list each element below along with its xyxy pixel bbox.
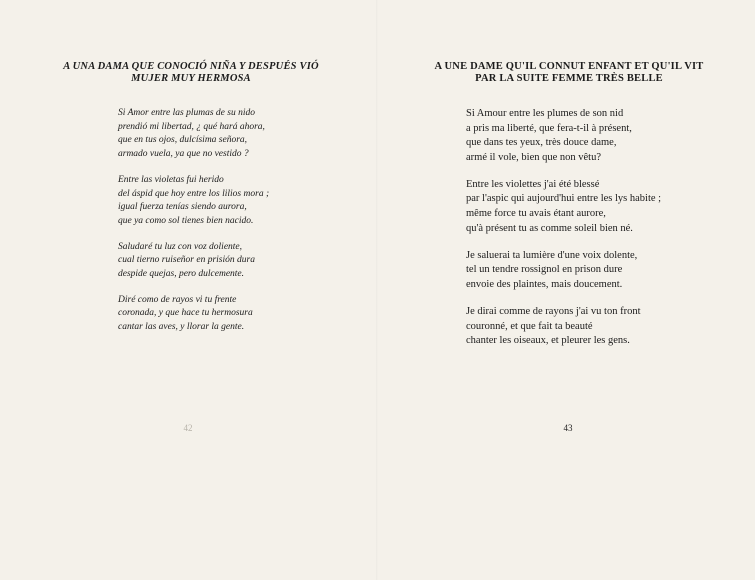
verse-line: Diré como de rayos vi tu frente bbox=[118, 294, 237, 305]
verse-line: que en tus ojos, dulcísima señora, bbox=[118, 135, 248, 146]
verse-line: despide quejas, pero dulcemente. bbox=[118, 269, 245, 280]
verse-line: Si Amor entre las plumas de su nido bbox=[118, 108, 255, 118]
verse-line: Je saluerai ta lumière d'une voix dolente, bbox=[466, 249, 638, 261]
stanza bbox=[466, 249, 726, 293]
right-poem bbox=[466, 107, 726, 361]
verse-line: armé il vole, bien que non vêtu? bbox=[466, 151, 601, 163]
verse-line: armado vuela, ya que no vestido ? bbox=[118, 149, 249, 160]
verse-line: par l'aspic qui aujourd'hui entre les lys habite ; bbox=[466, 193, 662, 205]
verse-line: Entre les violettes j'ai été blessé bbox=[466, 178, 600, 190]
verse-line: cual tierno ruiseñor en prisión dura bbox=[118, 255, 255, 266]
page-number-left: 42 bbox=[183, 423, 193, 433]
verse-line: prendió mi libertad, ¿ qué hará ahora, bbox=[118, 121, 265, 132]
verse-line: couronné, et que fait ta beauté bbox=[466, 320, 593, 332]
verse-line: envoie des plaintes, mais doucement. bbox=[466, 278, 623, 290]
verse-line: coronada, y que hace tu hermosura bbox=[118, 308, 253, 319]
left-page bbox=[0, 0, 377, 580]
page-number-right: 43 bbox=[563, 423, 573, 433]
stanza bbox=[118, 174, 348, 229]
left-page-title: A UNA DAMA QUE CONOCIÓ NIÑA Y DESPUÉS VIÓ MUJER MUY HERMOSA bbox=[63, 61, 319, 84]
verse-line: même force tu avais étant aurore, bbox=[466, 208, 606, 220]
verse-line: tel un tendre rossignol en prison dure bbox=[466, 264, 623, 276]
stanza bbox=[466, 107, 726, 165]
verse-line: a pris ma liberté, que fera-t-il à présent, bbox=[466, 122, 632, 134]
stanza bbox=[466, 305, 726, 349]
stanza bbox=[118, 294, 348, 335]
stanza bbox=[466, 178, 726, 236]
stanza bbox=[118, 241, 348, 282]
right-page-title: A UNE DAME QU'IL CONNUT ENFANT ET QU'IL VIT PAR LA SUITE FEMME TRÈS BELLE bbox=[434, 61, 704, 84]
verse-line: Si Amour entre les plumes de son nid bbox=[466, 108, 624, 119]
verse-line: que dans tes yeux, très douce dame, bbox=[466, 137, 617, 149]
verse-line: Saludaré tu luz con voz doliente, bbox=[118, 241, 243, 252]
verse-line: Je dirai comme de rayons j'ai vu ton front bbox=[466, 306, 641, 318]
verse-line: que ya como sol tienes bien nacido. bbox=[118, 215, 254, 226]
verse-line: igual fuerza tenías siendo aurora, bbox=[118, 202, 247, 213]
left-poem bbox=[118, 107, 348, 347]
verse-line: chanter les oiseaux, et pleurer les gens. bbox=[466, 335, 630, 347]
verse-line: qu'à présent tu as comme soleil bien né. bbox=[466, 222, 633, 234]
verse-line: cantar las aves, y llorar la gente. bbox=[118, 322, 245, 333]
right-page bbox=[378, 0, 755, 580]
verse-line: Entre las violetas fui herido bbox=[118, 174, 224, 185]
stanza bbox=[118, 107, 348, 162]
verse-line: del áspid que hoy entre los lilios mora ; bbox=[118, 188, 270, 199]
